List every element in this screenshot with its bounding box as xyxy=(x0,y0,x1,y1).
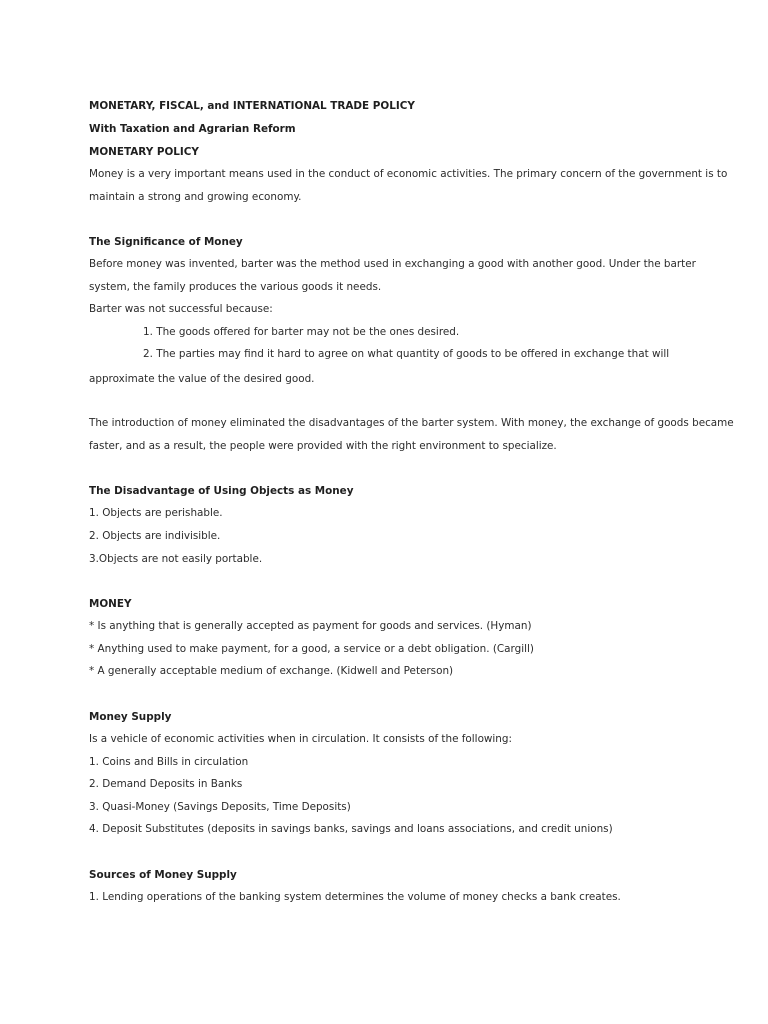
list-item: 3. Quasi-Money (Savings Deposits, Time Deposits) xyxy=(89,801,351,813)
sources-heading: Sources of Money Supply xyxy=(89,869,237,881)
document-title: MONETARY, FISCAL, and INTERNATIONAL TRADE POLICY xyxy=(89,100,415,112)
list-item: 1. Lending operations of the banking system determines the volume of money checks a bank creates. xyxy=(89,891,621,903)
barter-reason-1: 1. The goods offered for barter may not be the ones desired. xyxy=(143,326,460,338)
significance-heading: The Significance of Money xyxy=(89,236,243,248)
list-item: * Anything used to make payment, for a good, a service or a debt obligation. (Cargill) xyxy=(89,643,534,655)
significance-line-1: Before money was invented, barter was the method used in exchanging a good with another good. Under the barter xyxy=(89,258,696,270)
list-item: * Is anything that is generally accepted as payment for goods and services. (Hyman) xyxy=(89,620,532,632)
disadvantage-heading: The Disadvantage of Using Objects as Money xyxy=(89,485,354,497)
list-item: 2. Objects are indivisible. xyxy=(89,530,221,542)
document-subtitle: With Taxation and Agrarian Reform xyxy=(89,123,296,135)
money-supply-intro: Is a vehicle of economic activities when in circulation. It consists of the following: xyxy=(89,733,512,745)
list-item: 3.Objects are not easily portable. xyxy=(89,553,263,565)
money-intro-line-2: faster, and as a result, the people were provided with the right environment to specialize. xyxy=(89,440,557,452)
money-intro-line-1: The introduction of money eliminated the disadvantages of the barter system. With money, the exchange of goods became xyxy=(89,417,734,429)
list-item: 1. Coins and Bills in circulation xyxy=(89,756,249,768)
list-item: * A generally acceptable medium of exchange. (Kidwell and Peterson) xyxy=(89,665,454,677)
list-item: 1. Objects are perishable. xyxy=(89,507,223,519)
list-item: 2. Demand Deposits in Banks xyxy=(89,778,243,790)
significance-line-2: system, the family produces the various goods it needs. xyxy=(89,281,382,293)
money-heading: MONEY xyxy=(89,598,132,610)
significance-line-3: Barter was not successful because: xyxy=(89,303,273,315)
barter-reason-2: 2. The parties may find it hard to agree on what quantity of goods to be offered in exchange that will xyxy=(143,348,670,360)
list-item: 4. Deposit Substitutes (deposits in savings banks, savings and loans associations, and credit unions) xyxy=(89,823,613,835)
monetary-policy-heading: MONETARY POLICY xyxy=(89,146,199,158)
barter-reason-2-continued: approximate the value of the desired good. xyxy=(89,373,315,385)
monetary-policy-text-line-2: maintain a strong and growing economy. xyxy=(89,191,302,203)
monetary-policy-text-line-1: Money is a very important means used in the conduct of economic activities. The primary concern of the government is to xyxy=(89,168,728,180)
money-supply-heading: Money Supply xyxy=(89,711,172,723)
